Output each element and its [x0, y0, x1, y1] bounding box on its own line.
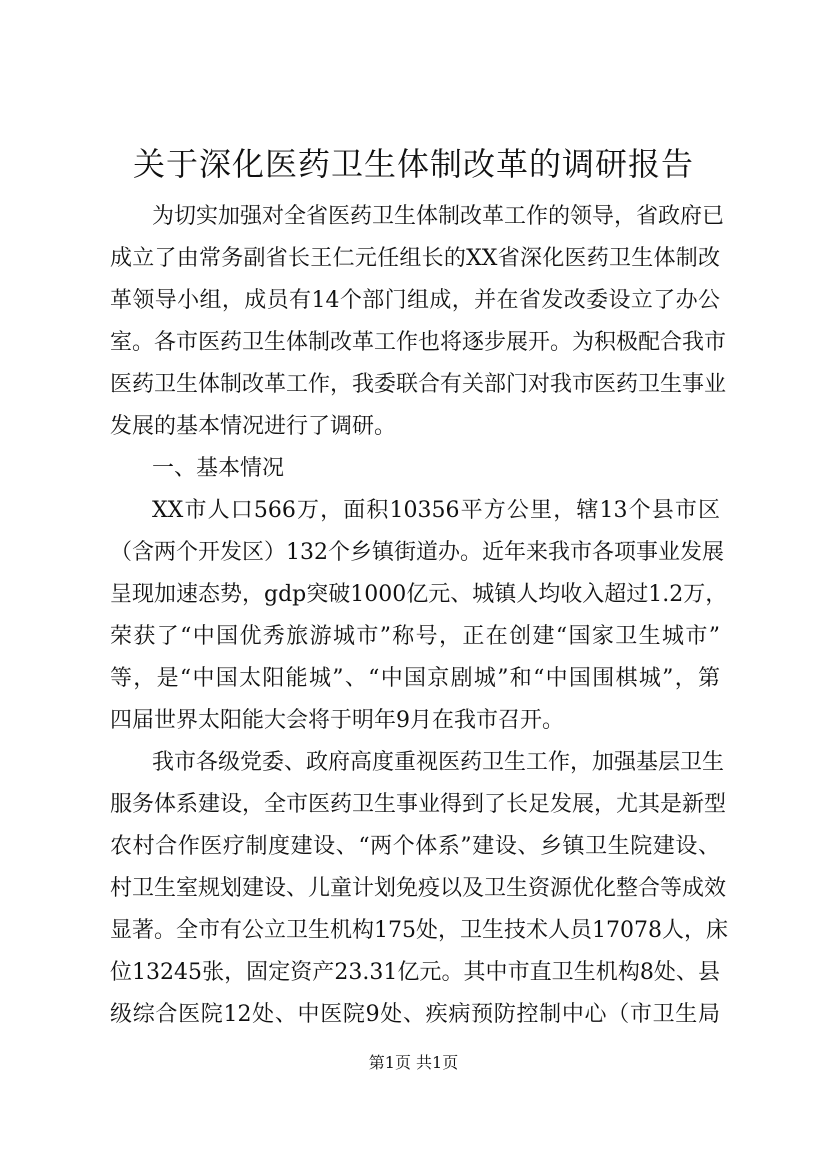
text-line: 显著。全市有公立卫生机构175处，卫生技术人员17078人，床	[110, 918, 728, 943]
text-line: 为切实加强对全省医药卫生体制改革工作的领导，省政府已	[152, 204, 725, 229]
text-line: （含两个开发区）132个乡镇街道办。近年来我市各项事业发展	[110, 540, 724, 565]
text-line: XX市人口566万，面积10356平方公里，辖13个县市区	[152, 498, 720, 523]
text-line: 级综合医院12处、中医院9处、疾病预防控制中心（市卫生局	[110, 1002, 720, 1027]
text-line: 等，是“中国太阳能城”、“中国京剧城”和“中国围棋城”，第	[110, 666, 720, 691]
text-line: 成立了由常务副省长王仁元任组长的XX省深化医药卫生体制改	[110, 246, 720, 271]
text-line: 服务体系建设，全市医药卫生事业得到了长足发展，尤其是新型	[110, 792, 727, 817]
text-line: 发展的基本情况进行了调研。	[110, 414, 397, 439]
text-line: 位13245张，固定资产23.31亿元。其中市直卫生机构8处、县	[110, 960, 720, 985]
text-line: 四届世界太阳能大会将于明年9月在我市召开。	[110, 708, 564, 733]
text-line: 农村合作医疗制度建设、“两个体系”建设、乡镇卫生院建设、	[110, 834, 720, 859]
text-line: 室。各市医药卫生体制改革工作也将逐步展开。为积极配合我市	[110, 330, 727, 355]
document-title: 关于深化医药卫生体制改革的调研报告	[132, 145, 694, 183]
section-heading: 一、基本情况	[152, 456, 285, 481]
text-line: 医药卫生体制改革工作，我委联合有关部门对我市医药卫生事业	[110, 372, 727, 397]
text-line: 村卫生室规划建设、儿童计划免疫以及卫生资源优化整合等成效	[110, 876, 727, 901]
text-line: 荣获了“中国优秀旅游城市”称号，正在创建“国家卫生城市”	[110, 624, 720, 649]
text-line: 我市各级党委、政府高度重视医药卫生工作，加强基层卫生	[152, 750, 725, 775]
page-footer: 第1页 共1页	[368, 1053, 459, 1072]
text-line: 呈现加速态势，gdp突破1000亿元、城镇人均收入超过1.2万，	[110, 582, 728, 607]
text-line: 革领导小组，成员有14个部门组成，并在省发改委设立了办公	[110, 288, 720, 313]
